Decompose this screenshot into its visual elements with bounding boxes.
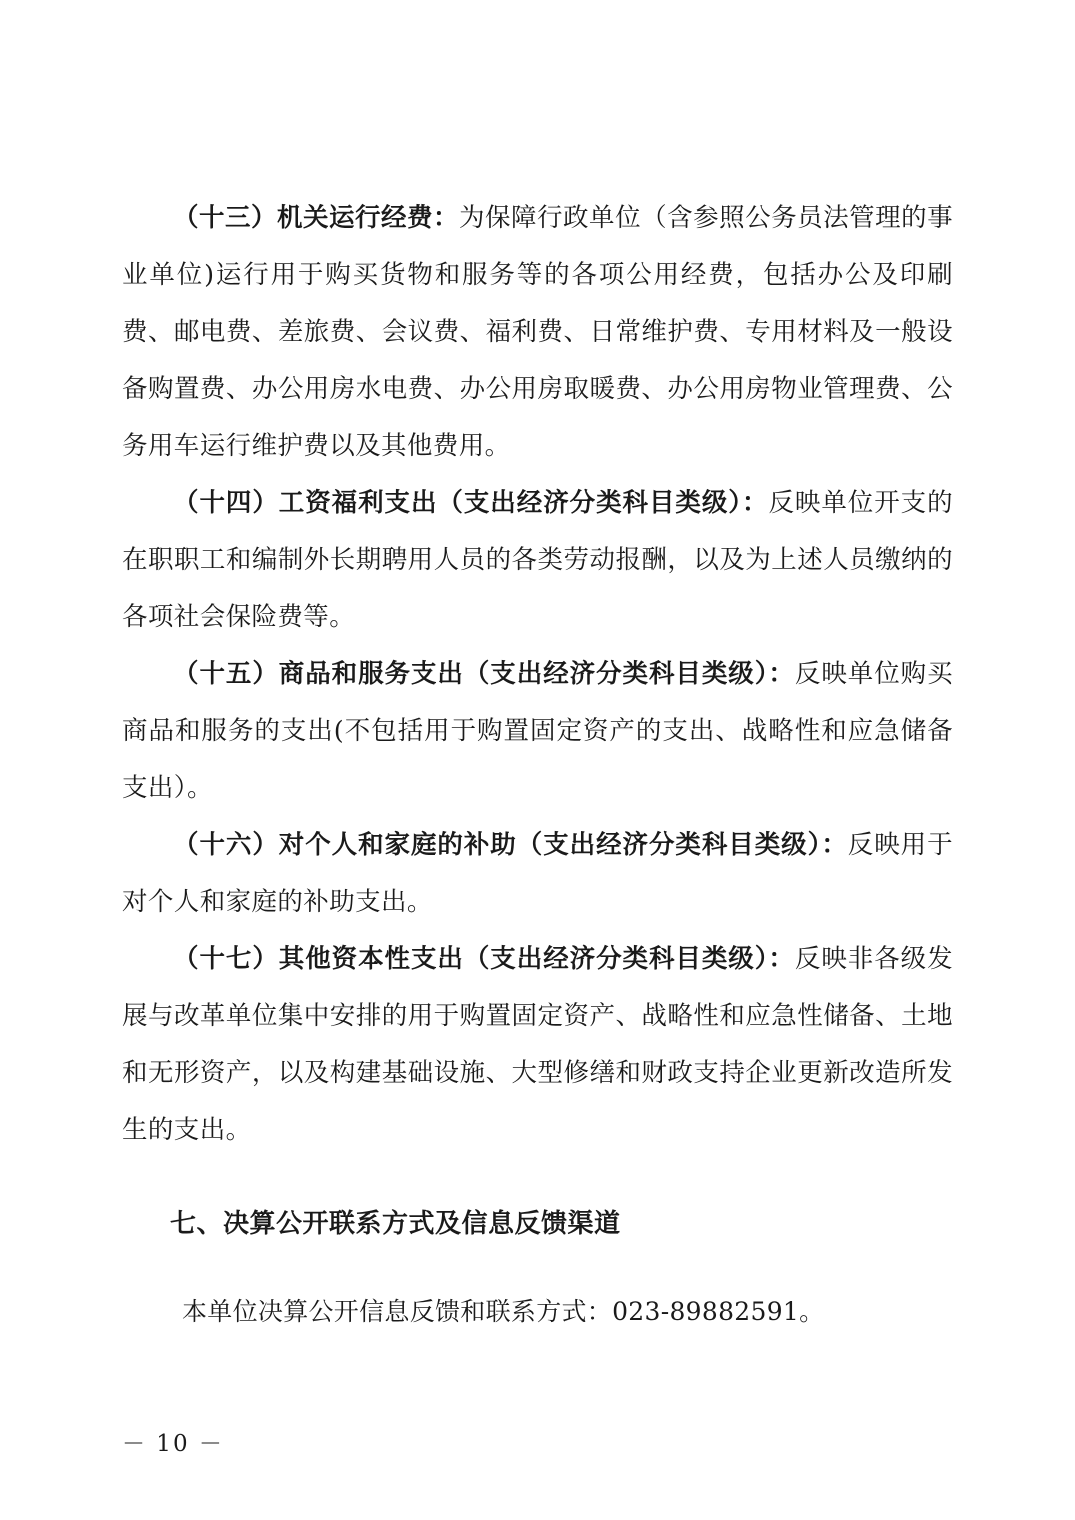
paragraph-17-text: 反映非各级发展与改革单位集中安排的用于购置固定资产、战略性和应急性储备、土地和无形资产，以及构建基础设施、大型修缮和财政支持企业更新改造所发生的支出。 bbox=[122, 944, 953, 1145]
paragraph-16 bbox=[122, 817, 953, 931]
paragraph-13-text: 为保障行政单位（含参照公务员法管理的事业单位)运行用于购买货物和服务等的各项公用经费，包括办公及印刷费、邮电费、差旅费、会议费、福利费、日常维护费、专用材料及一般设备购置费、办公用房水电费、办公用房取暖费、办公用房物业管理费、公务用车运行维护费以及其他费用。 bbox=[122, 203, 954, 461]
paragraph-14-text: 反映单位开支的在职职工和编制外长期聘用人员的各类劳动报酬，以及为上述人员缴纳的各项社会保险费等。 bbox=[122, 488, 953, 632]
paragraph-13-lead: （十三）机关运行经费： bbox=[173, 203, 460, 233]
paragraph-17-lead: （十七）其他资本性支出（支出经济分类科目类级）： bbox=[173, 944, 795, 974]
contact-information: 本单位决算公开信息反馈和联系方式：023-89882591。 bbox=[182, 1297, 825, 1326]
paragraph-17 bbox=[122, 931, 953, 1159]
page-number: － 10 － bbox=[122, 1431, 224, 1457]
document-body bbox=[122, 190, 953, 1159]
paragraph-14 bbox=[122, 475, 953, 646]
paragraph-15-lead: （十五）商品和服务支出（支出经济分类科目类级）： bbox=[173, 659, 795, 689]
paragraph-16-lead: （十六）对个人和家庭的补助（支出经济分类科目类级）： bbox=[173, 830, 848, 860]
paragraph-13 bbox=[122, 190, 953, 475]
paragraph-15 bbox=[122, 646, 953, 817]
paragraph-16-text: 反映用于对个人和家庭的补助支出。 bbox=[122, 830, 953, 917]
paragraph-14-lead: （十四）工资福利支出（支出经济分类科目类级）： bbox=[173, 488, 769, 518]
section-heading-7: 七、决算公开联系方式及信息反馈渠道 bbox=[170, 1209, 621, 1239]
paragraph-15-text: 反映单位购买商品和服务的支出(不包括用于购置固定资产的支出、战略性和应急储备支出）。 bbox=[122, 659, 953, 803]
